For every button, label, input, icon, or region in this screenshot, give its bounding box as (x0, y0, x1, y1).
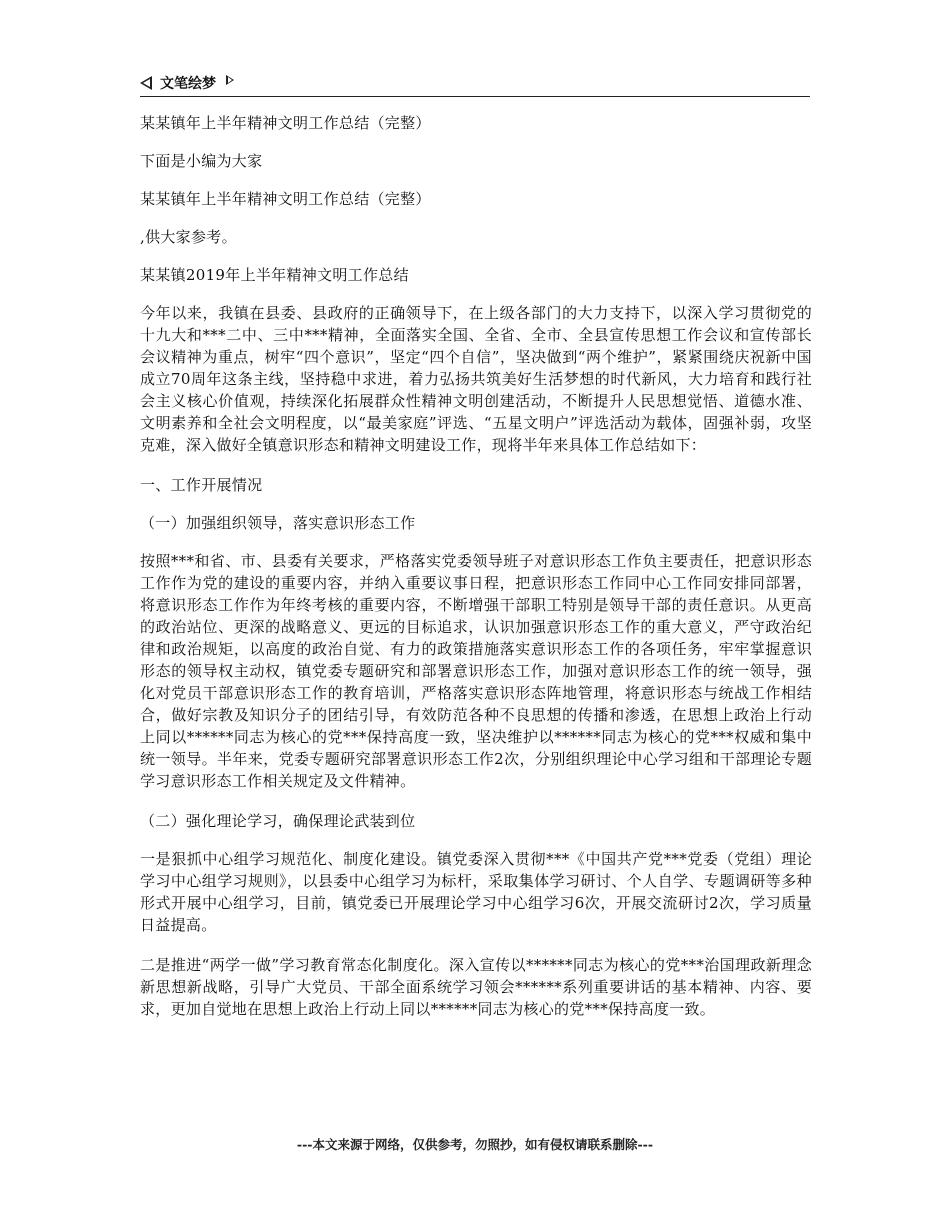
section-heading-1: 一、工作开展情况 (140, 476, 263, 494)
doc-title-repeat: 某某镇年上半年精神文明工作总结（完整） (140, 190, 431, 208)
brand-name: 文笔绘梦 (160, 76, 216, 92)
document-body (140, 112, 812, 1038)
page-footer-disclaimer: ---本文来源于网络，仅供参考，勿照抄，如有侵权请联系删除--- (296, 1137, 654, 1152)
summary-title: 某某镇2019年上半年精神文明工作总结 (140, 266, 409, 284)
paragraph-two-studies: 二是推进“两学一做”学习教育常态化制度化。深入宣传以******同志为核心的党***治国理政新理念新思想新战略，引导广大党员、干部全面系统学习领会******系列重要讲话的基本精神、内容、要求，更加自觉地在思想上政治上行动上同以******同志为核心的党***保持高度一致。 (140, 956, 812, 1018)
intro-reference: ,供大家参考。 (140, 228, 237, 246)
paragraph-study-standard: 一是狠抓中心组学习规范化、制度化建设。镇党委深入贯彻***《中国共产党***党委（党组）理论学习中心组学习规则》，以县委中心组学习为标杆，采取集体学习研讨、个人自学、专题调研等多种形式开展中心组学习，目前，镇党委已开展理论学习中心组学习6次，开展交流研讨2次，学习质量日益提高。 (140, 850, 812, 934)
paragraph-ideology-work: 按照***和省、市、县委有关要求，严格落实党委领导班子对意识形态工作负主要责任，把意识形态工作作为党的建设的重要内容，并纳入重要议事日程，把意识形态工作同中心工作同安排同部署，将意识形态工作作为年终考核的重要内容，不断增强干部职工特别是领导干部的责任意识。从更高的政治站位、更深的战略意义、更远的目标追求，认识加强意识形态工作的重大意义，严守政治纪律和政治规矩，以高度的政治自觉、有力的政策措施落实意识形态工作的各项任务，牢牢掌握意识形态的领导权主动权，镇党委专题研究和部署意识形态工作，加强对意识形态工作的统一领导，强化对党员干部意识形态工作的教育培训，严格落实意识形态阵地管理，将意识形态与统战工作相结合，做好宗教及知识分子的团结引导，有效防范各种不良思想的传播和渗透，在思想上政治上行动上同以******同志为核心的党***保持高度一致，坚决维护以******同志为核心的党***权威和集中统一领导。半年来，党委专题研究部署意识形态工作2次，分别组织理论中心学习组和干部理论专题学习意识形态工作相关规定及文件精神。 (140, 552, 812, 790)
intro-line: 下面是小编为大家 (140, 152, 263, 170)
subsection-heading-2: （二）强化理论学习，确保理论武装到位 (140, 812, 416, 830)
subsection-heading-1: （一）加强组织领导，落实意识形态工作 (140, 514, 416, 532)
page-header (140, 70, 810, 97)
doc-title: 某某镇年上半年精神文明工作总结（完整） (140, 114, 431, 132)
paragraph-overview: 今年以来，我镇在县委、县政府的正确领导下，在上级各部门的大力支持下，以深入学习贯彻党的十九大和***二中、三中***精神，全面落实全国、全省、全市、全县宣传思想工作会议和宣传部长会议精神为重点，树牢“四个意识”，坚定“四个自信”，坚决做到“两个维护”，紧紧围绕庆祝新中国成立70周年这条主线，坚持稳中求进，着力弘扬共筑美好生活梦想的时代新风，大力培育和践行社会主义核心价值观，持续深化拓展群众性精神文明创建活动，不断提升人民思想觉悟、道德水准、文明素养和全社会文明程度，以“最美家庭”评选、“五星文明户”评选活动为载体，固强补弱，攻坚克难，深入做好全镇意识形态和精神文明建设工作，现将半年来具体工作总结如下： (140, 304, 812, 454)
triangle-right-icon (226, 75, 234, 85)
triangle-left-icon (140, 76, 152, 90)
